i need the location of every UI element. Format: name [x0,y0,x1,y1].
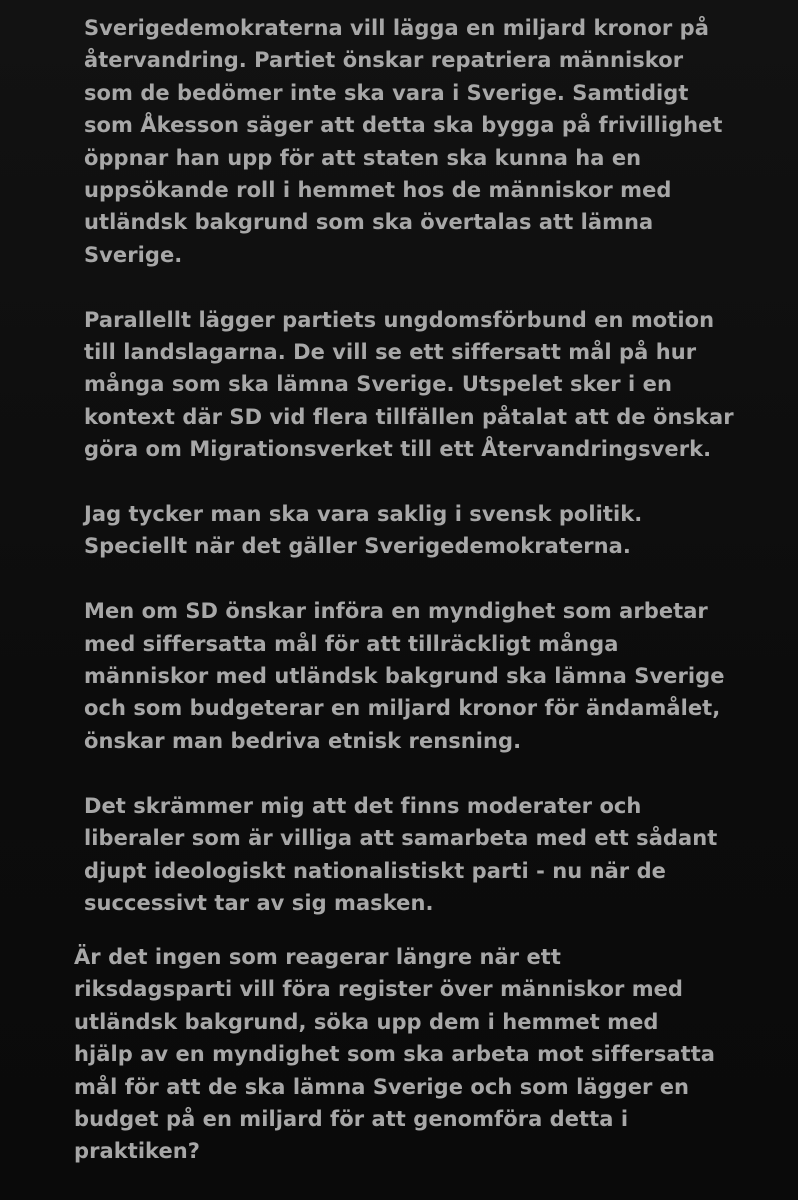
text-line: Jag tycker man ska vara saklig i svensk politik. [84,502,643,527]
text-line: och som budgeterar en miljard kronor för ändamålet, [84,696,721,721]
text-line: som Åkesson säger att detta ska bygga på frivillighet [84,113,723,138]
text-line: återvandring. Partiet önskar repatriera människor [84,48,684,73]
text-line: praktiken? [74,1139,201,1164]
text-line: Är det ingen som reagerar längre när ett [74,945,561,969]
text-line: önskar man bedriva etnisk rensning. [84,728,522,753]
text-line: mål för att de ska lämna Sverige och som lägger en [74,1074,690,1099]
text-line: Sverigedemokraterna vill lägga en miljard kronor på [84,16,709,40]
text-line: liberaler som är villiga att samarbeta med ett sådant [84,826,718,851]
paragraph-gap [84,271,774,303]
text-line: öppnar han upp för att staten ska kunna ha en [84,145,642,170]
text-line: Sverige. [84,242,183,267]
paragraph-1 [84,12,774,271]
text-line: Men om SD önskar införa en myndighet som arbetar [84,599,708,624]
text-line: riksdagsparti vill föra register över människor med [74,977,684,1002]
paragraph-3 [84,498,774,563]
text-line: göra om Migrationsverket till ett Återvandringsverk. [84,437,712,462]
paragraph-gap [84,563,774,595]
paragraph-gap [84,757,774,789]
text-line: Parallellt lägger partiets ungdomsförbund en motion [84,307,715,332]
paragraph-2 [84,304,774,466]
paragraph-6 [74,941,774,1168]
text-line: till landslagarna. De vill se ett siffersatt mål på hur [84,340,697,365]
text-line: Speciellt när det gäller Sverigedemokraterna. [84,534,631,559]
text-line: djupt ideologiskt nationalistiskt parti - nu när de [84,858,666,883]
text-line: många som ska lämna Sverige. Utspelet sker i en [84,372,672,397]
text-line: successivt tar av sig masken. [84,890,434,915]
text-line: hjälp av en myndighet som ska arbeta mot siffersatta [74,1042,715,1067]
text-line: utländsk bakgrund, söka upp dem i hemmet med [74,1009,659,1034]
text-line: som de bedömer inte ska vara i Sverige. Samtidigt [84,80,689,105]
text-line: kontext där SD vid flera tillfällen påtalat att de önskar [84,404,734,429]
text-line: utländsk bakgrund som ska övertalas att lämna [84,210,654,235]
text-line: människor med utländsk bakgrund ska lämna Sverige [84,664,725,689]
article-text [84,12,774,919]
paragraph-5 [84,790,774,920]
paragraph-gap [84,466,774,498]
text-line: med siffersatta mål för att tillräckligt många [84,631,619,656]
text-line: budget på en miljard för att genomföra detta i [74,1107,629,1132]
paragraph-4 [84,595,774,757]
text-line: uppsökande roll i hemmet hos de människor med [84,178,672,203]
text-line: Det skrämmer mig att det finns moderater och [84,793,642,818]
